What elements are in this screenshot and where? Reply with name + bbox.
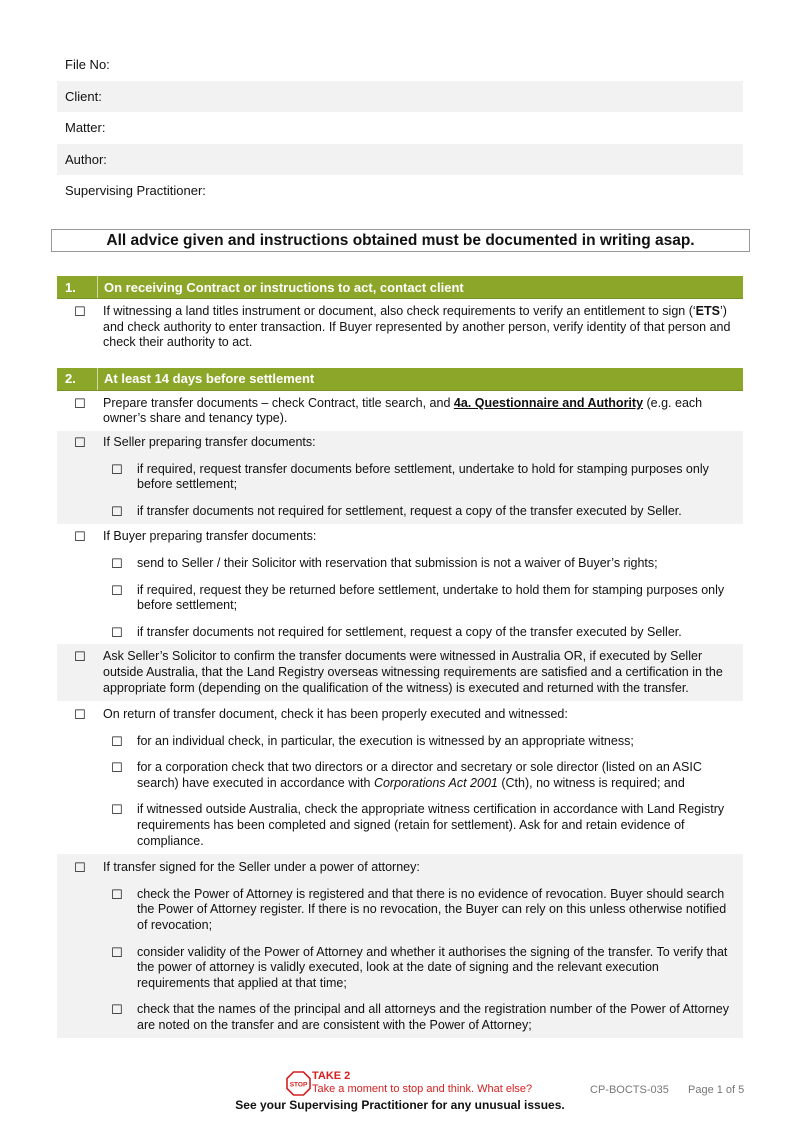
section-1-title: On receiving Contract or instructions to act, contact client [97, 276, 743, 298]
checkbox[interactable]: ☐ [111, 461, 123, 477]
file-no-label: File No: [65, 57, 110, 73]
sub-item-text: consider validity of the Power of Attorney and whether it authorises the signing of the transfer. To verify that the power of attorney is validly executed, look at the date of signing and the relevant execution requirements that applied at that time; [137, 944, 728, 990]
sub-item-text: for an individual check, in particular, the execution is witnessed by an appropriate witness; [137, 733, 634, 748]
checklist-item-group [57, 701, 743, 854]
sub-item-text: for a corporation check that two directors or a director and secretary or sole director (listed on an ASIC search) have executed in accordance with Corporations Act 2001 (Cth), no witness is required; and [137, 760, 702, 790]
sub-item [57, 760, 743, 802]
sub-item-text: if required, request they be returned before settlement, undertake to hold them for stamping purposes only before settlement; [137, 582, 725, 613]
checklist-item [57, 299, 743, 365]
section-2-title: At least 14 days before settlement [97, 368, 743, 390]
checklist-item [57, 524, 743, 556]
checkbox[interactable]: ☐ [74, 304, 86, 319]
checkbox[interactable]: ☐ [111, 1002, 123, 1018]
sub-item [57, 625, 743, 641]
checkbox[interactable]: ☐ [111, 886, 123, 902]
checkbox[interactable]: ☐ [74, 649, 86, 665]
checklist-item [57, 391, 743, 431]
checkbox[interactable]: ☐ [74, 395, 86, 411]
sub-item [57, 734, 743, 761]
checkbox[interactable]: ☐ [74, 707, 86, 723]
checklist-item [57, 701, 743, 734]
sub-item-text: check that the names of the principal and all attorneys and the registration number of the Power of Attorney are noted on the transfer and are consistent with the Power of Attorney; [137, 1002, 730, 1032]
sub-item [57, 802, 743, 849]
checkbox[interactable]: ☐ [111, 503, 123, 519]
sub-item-text: if required, request transfer documents before settlement, undertake to hold for stamping purposes only before settlement; [137, 461, 709, 492]
checkbox[interactable]: ☐ [111, 733, 123, 749]
checkbox[interactable]: ☐ [111, 944, 123, 960]
advice-banner: All advice given and instructions obtained must be documented in writing asap. [51, 229, 750, 252]
footer-note: See your Supervising Practitioner for any unusual issues. [235, 1098, 565, 1112]
stop-sign-icon [286, 1071, 311, 1096]
checkbox[interactable]: ☐ [111, 582, 123, 598]
matter-label: Matter: [65, 120, 106, 136]
sub-item-text: check the Power of Attorney is registered and that there is no evidence of revocation. Buyer should search the Power of Attorney register. If there is no revocation, the Buyer can rely on this unless otherwise notified of revocation; [137, 886, 727, 933]
take2-title: TAKE 2 [312, 1070, 351, 1082]
checkbox[interactable]: ☐ [74, 860, 86, 876]
checkbox[interactable]: ☐ [111, 802, 123, 818]
checkbox[interactable]: ☐ [111, 760, 123, 776]
checkbox[interactable]: ☐ [111, 555, 123, 571]
section-2-number: 2. [65, 371, 76, 387]
sub-item [57, 1002, 743, 1033]
checklist-item-group [57, 524, 743, 644]
questionnaire-link[interactable]: 4a. Questionnaire and Authority [453, 395, 644, 410]
sub-item-text: if witnessed outside Australia, check the appropriate witness certification in accordance with Land Registry requirements has been completed and signed (retain for settlement). Ask for and retain evidence of compliance. [137, 802, 725, 848]
item-text: On return of transfer document, check it has been properly executed and witnessed: [103, 707, 568, 722]
item-text: If witnessing a land titles instrument or document, also check requirements to verify an entitlement to sign (‘ETS’) and check authority to enter transaction. If Buyer represented by another person, verify identity of that person and check their authority to act. [103, 304, 731, 350]
item-text: If transfer signed for the Seller under a power of attorney: [103, 860, 420, 875]
take2-subtitle: Take a moment to stop and think. What else? [312, 1083, 533, 1095]
checklist-item [57, 644, 743, 701]
sub-item-text: if transfer documents not required for settlement, request a copy of the transfer executed by Seller. [137, 503, 682, 518]
document-code: CP-BOCTS-035 [590, 1084, 669, 1096]
checklist [57, 276, 743, 1038]
sub-item [57, 945, 743, 1003]
item-text: Ask Seller’s Solicitor to confirm the transfer documents were witnessed in Australia OR, if executed by Seller outside Australia, that the Land Registry overseas witnessing requirements are satisfied and a certification in the appropriate form (depending on the qualification of the witness) is executed and returned with the transfer. [103, 649, 723, 695]
section-1-number: 1. [65, 279, 76, 295]
author-field[interactable] [57, 144, 743, 176]
supervising-practitioner-field[interactable] [57, 175, 743, 207]
matter-field[interactable] [57, 112, 743, 144]
file-info-block [57, 49, 743, 207]
checklist-item-group [57, 431, 743, 524]
sub-item [57, 462, 743, 504]
sub-item [57, 504, 743, 520]
checkbox[interactable]: ☐ [74, 529, 86, 545]
client-field[interactable] [57, 81, 743, 113]
sub-item-text: send to Seller / their Solicitor with reservation that submission is not a waiver of Buyer’s rights; [137, 555, 658, 570]
author-label: Author: [65, 151, 107, 167]
checklist-item [57, 854, 743, 887]
page-number: Page 1 of 5 [688, 1084, 745, 1096]
supervising-practitioner-label: Supervising Practitioner: [65, 183, 206, 199]
item-text: If Buyer preparing transfer documents: [103, 529, 317, 544]
section-2-header [57, 368, 743, 391]
file-no-field[interactable] [57, 49, 743, 81]
sub-item-text: if transfer documents not required for settlement, request a copy of the transfer executed by Seller. [137, 624, 682, 639]
item-text: If Seller preparing transfer documents: [103, 434, 316, 449]
checkbox[interactable]: ☐ [74, 434, 86, 450]
client-label: Client: [65, 88, 102, 104]
checkbox[interactable]: ☐ [111, 624, 123, 640]
checklist-item [57, 431, 743, 462]
sub-item [57, 887, 743, 945]
checklist-item-group [57, 854, 743, 1037]
item-text: Prepare transfer documents – check Contract, title search, and 4a. Questionnaire and Authority (e.g. each owner’s share and tenancy type). [103, 395, 703, 426]
section-1-header [57, 276, 743, 299]
sub-item [57, 583, 743, 625]
sub-item [57, 556, 743, 583]
page-footer [0, 1068, 800, 1118]
stop-label: STOP [289, 1081, 308, 1089]
